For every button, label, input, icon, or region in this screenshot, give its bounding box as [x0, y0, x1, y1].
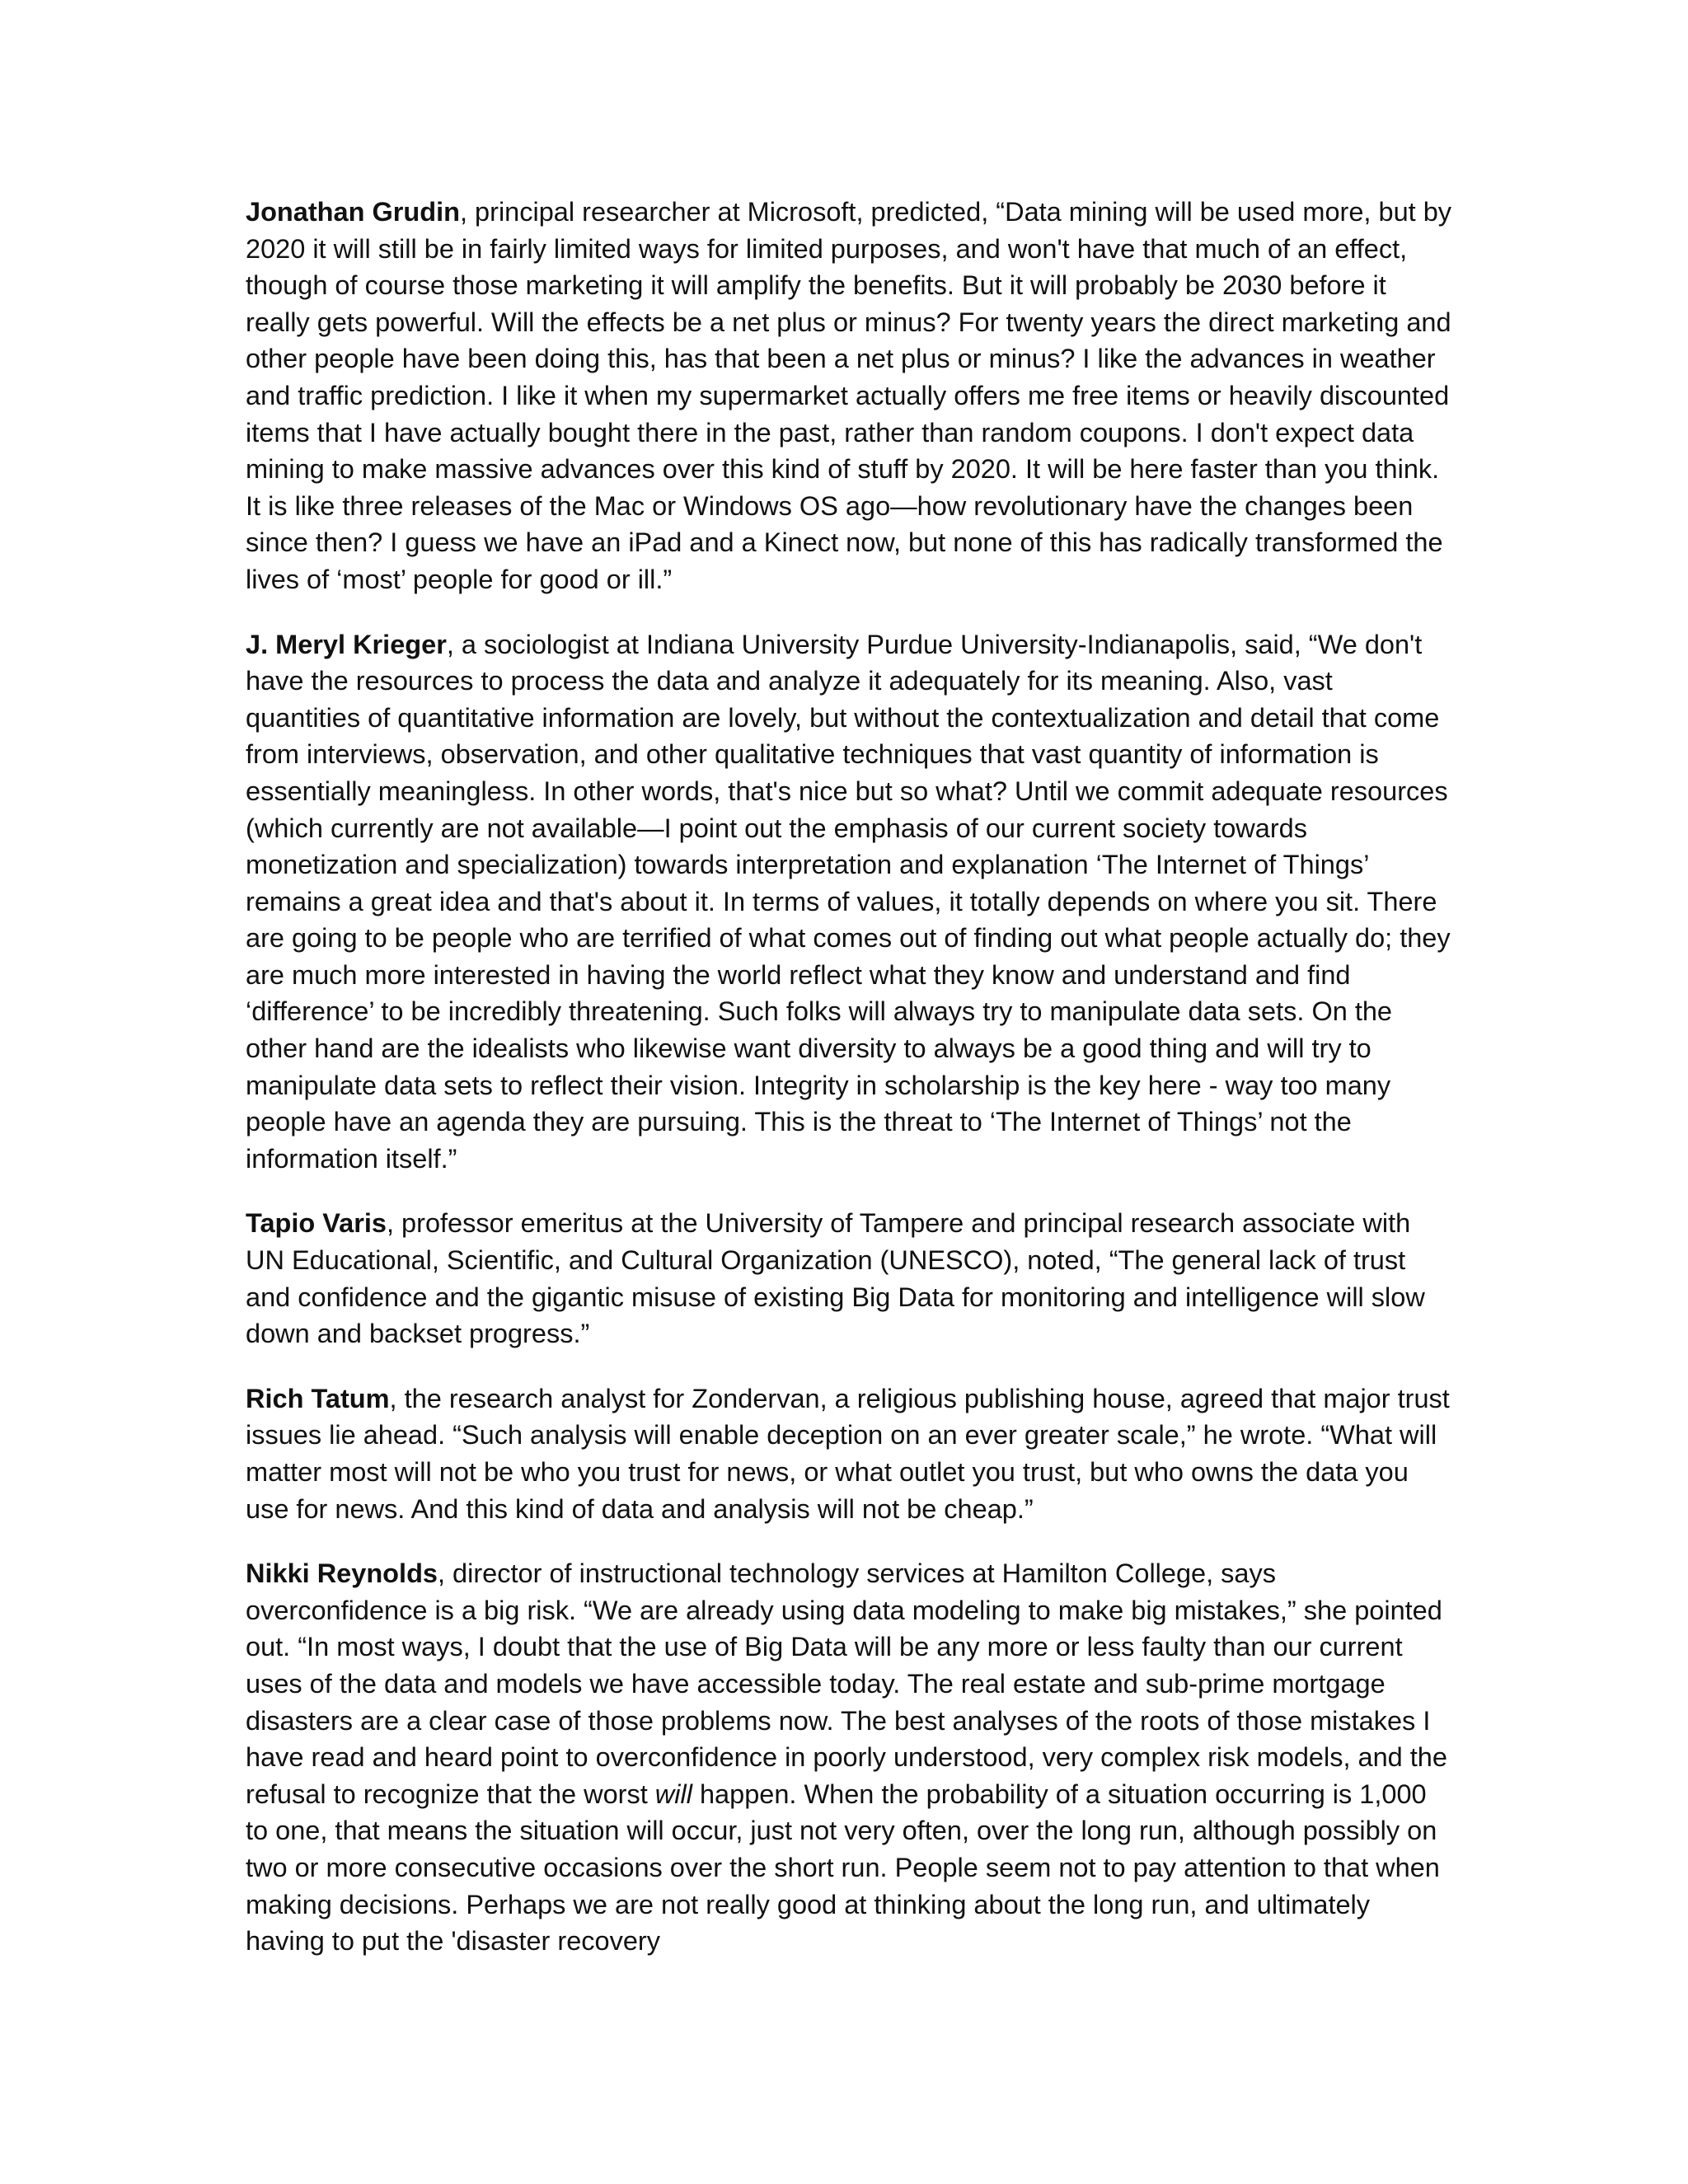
speaker-name: Jonathan Grudin — [246, 197, 460, 227]
paragraph-reynolds — [246, 1555, 1452, 1960]
emphasized-word: will — [654, 1779, 692, 1809]
speaker-name: Nikki Reynolds — [246, 1558, 438, 1589]
paragraph-text: , a sociologist at Indiana University Purdue University-Indianapolis, said, “We don't have the resources to process the data and analyze it adequately for its meaning. Also, vast quantities of quantitative information are lovely, but without the contextualization and detail that come from interviews, observation, and other qualitative techniques that vast quantity of information is essentially meaningless. In other words, that's nice but so what? Until we commit adequate resources (which currently are not available—I point out the emphasis of our current society towards monetization and specialization) towards interpretation and explanation ‘The Internet of Things’ remains a great idea and that's about it. In terms of values, it totally depends on where you sit. There are going to be people who are terrified of what comes out of finding out what people actually do; they are much more interested in having the world reflect what they know and understand and find ‘difference’ to be incredibly threatening. Such folks will always try to manipulate data sets. On the other hand are the idealists who likewise want diversity to always be a good thing and will try to manipulate data sets to reflect their vision. Integrity in scholarship is the key here - way too many people have an agenda they are pursuing. This is the threat to ‘The Internet of Things’ not the information itself.” — [246, 629, 1451, 1174]
speaker-name: J. Meryl Krieger — [246, 629, 447, 659]
paragraph-text-continued: happen. When the probability of a situation occurring is 1,000 to one, that means the situation will occur, just not very often, over the long run, although possibly on two or more consecutive occasions over the short run. People seem not to pay attention to that when making decisions. Perhaps we are not really good at thinking about the long run, and ultimately having to put the 'disaster recovery — [246, 1779, 1440, 1957]
paragraph-grudin — [246, 194, 1452, 598]
document-page — [246, 194, 1452, 1988]
paragraph-varis — [246, 1205, 1452, 1352]
speaker-name: Tapio Varis — [246, 1208, 387, 1239]
paragraph-text: , director of instructional technology services at Hamilton College, says overconfidence is a big risk. “We are already using data modeling to make big mistakes,” she pointed out. “In most ways, I doubt that the use of Big Data will be any more or less faulty than our current uses of the data and models we have accessible today. The real estate and sub-prime mortgage disasters are a clear case of those problems now. The best analyses of the roots of those mistakes I have read and heard point to overconfidence in poorly understood, very complex risk models, and the refusal to recognize that the worst — [246, 1558, 1447, 1809]
paragraph-text: , professor emeritus at the University of Tampere and principal research associate with UN Educational, Scientific, and Cultural Organization (UNESCO), noted, “The general lack of trust and confidence and the gigantic misuse of existing Big Data for monitoring and intelligence will slow down and backset progress.” — [246, 1208, 1425, 1349]
paragraph-krieger — [246, 626, 1452, 1178]
paragraph-text: , the research analyst for Zondervan, a religious publishing house, agreed that major trust issues lie ahead. “Such analysis will enable deception on an ever greater scale,” he wrote. “What will matter most will not be who you trust for news, or what outlet you trust, but who owns the data you use for news. And this kind of data and analysis will not be cheap.” — [246, 1383, 1450, 1524]
paragraph-text: , principal researcher at Microsoft, predicted, “Data mining will be used more, but by 2020 it will still be in fairly limited ways for limited purposes, and won't have that much of an effect, though of course those marketing it will amplify the benefits. But it will probably be 2030 before it really gets powerful. Will the effects be a net plus or minus? For twenty years the direct marketing and other people have been doing this, has that been a net plus or minus? I like the advances in weather and traffic prediction. I like it when my supermarket actually offers me free items or heavily discounted items that I have actually bought there in the past, rather than random coupons. I don't expect data mining to make massive advances over this kind of stuff by 2020. It will be here faster than you think. It is like three releases of the Mac or Windows OS ago—how revolutionary have the changes been since then? I guess we have an iPad and a Kinect now, but none of this has radically transformed the lives of ‘most’ people for good or ill.” — [246, 197, 1452, 594]
speaker-name: Rich Tatum — [246, 1383, 390, 1413]
paragraph-tatum — [246, 1380, 1452, 1527]
